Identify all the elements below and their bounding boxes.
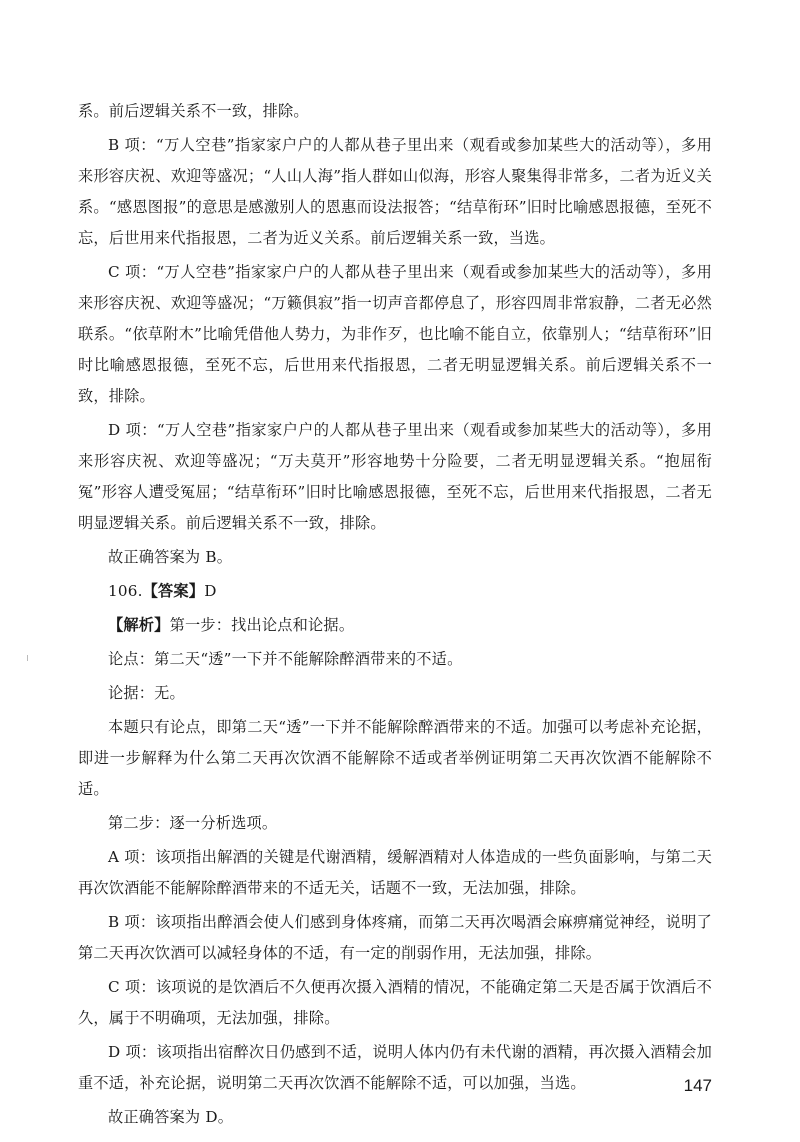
q106-evidence: 论据：无。 <box>108 684 185 702</box>
q106-answer-value: D <box>204 582 217 600</box>
q106-analysis-label: 【解析】 <box>108 616 170 634</box>
q106-answer-label: 【答案】 <box>142 582 205 600</box>
q105-option-c: C 项：“万人空巷”指家家户户的人都从巷子里出来（观看或参加某些大的活动等），多用来形容庆祝、欢迎等盛况；“万籁俱寂”指一切声音都停息了，形容四周非常寂静，二者无必然联系。“依草附木”比喻凭借他人势力，为非作歹，也比喻不能自立，依靠别人；“结草衔环”旧时比喻感恩报德，至死不忘，后世用来代指报恩，二者无明显逻辑关系。前后逻辑关系不一致，排除。 <box>78 263 712 405</box>
q106-step2: 第二步：逐一分析选项。 <box>108 814 278 832</box>
q106-option-a: A 项：该项指出解酒的关键是代谢酒精，缓解酒精对人体造成的一些负面影响，与第二天再次饮酒能不能解除醉酒带来的不适无关，话题不一致，无法加强，排除。 <box>78 848 712 897</box>
page-number: 147 <box>683 1076 712 1095</box>
q106-argument: 论点：第二天“透”一下并不能解除醉酒带来的不适。 <box>108 650 463 668</box>
q105-option-b: B 项：“万人空巷”指家家户户的人都从巷子里出来（观看或参加某些大的活动等），多用来形容庆祝、欢迎等盛况；“人山人海”指人群如山似海，形容人聚集得非常多，二者为近义关系。“感恩图报”的意思是感激别人的恩惠而设法报答；“结草衔环”旧时比喻感恩报德，至死不忘，后世用来代指报恩，二者为近义关系。前后逻辑关系一致，当选。 <box>78 136 712 247</box>
page-body <box>78 96 712 1136</box>
q106-number: 106. <box>108 582 143 600</box>
q106-conclusion: 故正确答案为 D。 <box>108 1108 234 1126</box>
q106-analysis-line <box>78 610 712 641</box>
q106-option-c: C 项：该项说的是饮酒后不久便再次摄入酒精的情况，不能确定第二天是否属于饮酒后不久，属于不明确项，无法加强，排除。 <box>78 978 712 1027</box>
q105-option-d: D 项：“万人空巷”指家家户户的人都从巷子里出来（观看或参加某些大的活动等），多用来形容庆祝、欢迎等盛况；“万夫莫开”形容地势十分险要，二者无明显逻辑关系。“抱屈衔冤”形容人遭受冤屈；“结草衔环”旧时比喻感恩报德，至死不忘，后世用来代指报恩，二者无明显逻辑关系。前后逻辑关系不一致，排除。 <box>78 421 712 532</box>
q106-step1: 第一步：找出论点和论据。 <box>169 616 355 634</box>
q106-answer-line <box>78 576 712 607</box>
q105-option-a-tail: 系。前后逻辑关系不一致，排除。 <box>78 102 309 120</box>
margin-mark <box>27 655 28 661</box>
q106-option-d: D 项：该项指出宿醉次日仍感到不适，说明人体内仍有未代谢的酒精，再次摄入酒精会加重不适，补充论据，说明第二天再次饮酒不能解除不适，可以加强，当选。 <box>78 1043 712 1092</box>
q106-explanation: 本题只有论点，即第二天“透”一下并不能解除醉酒带来的不适。加强可以考虑补充论据，即进一步解释为什么第二天再次饮酒不能解除不适或者举例证明第二天再次饮酒不能解除不适。 <box>78 718 712 798</box>
q106-option-b: B 项：该项指出醉酒会使人们感到身体疼痛，而第二天再次喝酒会麻痹痛觉神经，说明了第二天再次饮酒可以减轻身体的不适，有一定的削弱作用，无法加强，排除。 <box>78 913 712 962</box>
q105-conclusion: 故正确答案为 B。 <box>108 548 233 566</box>
